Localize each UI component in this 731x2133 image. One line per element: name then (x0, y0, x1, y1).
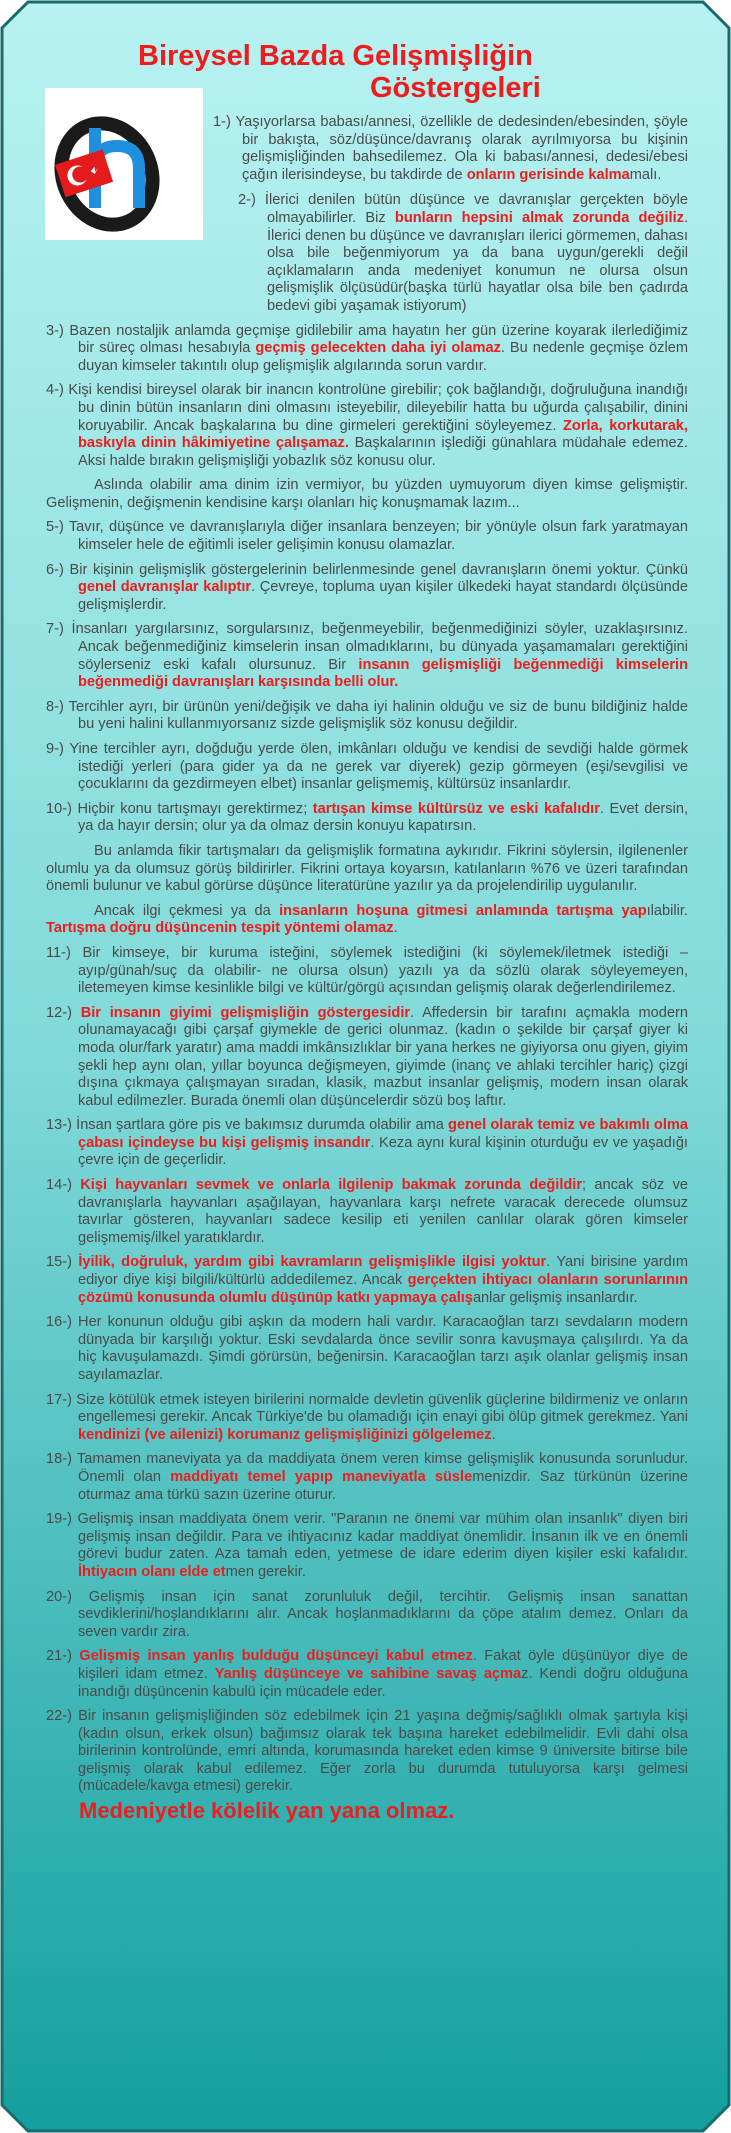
list-item: 11-) Bir kimseye, bir kuruma isteğini, söylemek istediğini (ki söylemek/iletmek istediği – ayıp/günah/suç da olabilir- ne olursa olsun) yazılı ya da sözlü olarak söyleyemeyen, iletemeyen kimse kesinlikle bilgi ve kültür/görgü açısından gelişmiş olarak değerlendirilemez. (46, 944, 688, 997)
item-text: 17-) Size kötülük etmek isteyen birilerini normalde devletin güvenlik güçlerine bildirmeniz ve onların engellemesi gerekir. Ancak Türkiye'de bu olamadığı için enayi gibi ölüp gitmek gerekmez. Yani (46, 1391, 688, 1426)
list-item: 20-) Gelişmiş insan için sanat zorunluluk değil, tercihtir. Gelişmiş insan sanattan sevdiklerini/hoşlandıklarını alır. Ancak hoşlanmadıklarını da çöpe atalım demez. Onları da seven vardır zira. (46, 1588, 688, 1640)
list-item: 5-) Tavır, düşünce ve davranışlarıyla diğer insanlara benzeyen; bir yönüyle olsun fark yaratmayan kimseler hele de eğitimli iseler gelişimin konusu olamazlar. (46, 519, 688, 554)
list-item (46, 1511, 688, 1581)
item-text: . Çevreye, topluma uyan kişiler ülkedeki hayat standardı ölçüsünde gelişmişlerdir. (78, 579, 688, 613)
item-text: . (491, 1426, 496, 1443)
item-text: 15-) (46, 1254, 79, 1271)
turkish-flag-h-logo-icon (45, 88, 203, 240)
highlight-text: Zorla, korkutarak, baskıyla dinin hâkimiyetine çalışamaz. (78, 417, 688, 452)
highlight-text: onların gerisinde kalma (466, 166, 630, 183)
item-text: . Evet dersin, ya da hayır dersin; olur ya da olmaz dersin konuyu kapatırsın. (78, 800, 688, 835)
highlight-text: gerçekten ihtiyacı olanların sorunlarının çözümü konusunda olumlu düşünüp katkı yapmaya çalış (78, 1272, 688, 1306)
title-line-2: Göstergeleri (370, 72, 541, 104)
item-text: z. Kendi doğru olduğuna inandığı düşüncenin kabulü için mücadele eder. (78, 1665, 688, 1700)
highlight-text: insanın gelişmişliği beğenmediği kimselerin beğenmediği davranışları karşısında belli olur. (78, 656, 688, 691)
list-item (46, 1392, 688, 1445)
item-text: 10-) Hiçbir konu tartışmayı gerektirmez; (46, 800, 313, 817)
highlight-text: geçmiş gelecekten daha iyi olamaz (255, 340, 501, 357)
item-text: 6-) Bir kişinin gelişmişlik göstergelerinin belirlenmesinde genel davranışların önemi yoktur. Çünkü (46, 561, 688, 578)
list-item (46, 1254, 688, 1307)
highlight-text: genel olarak temiz ve bakımlı olma çabası içindeyse bu kişi gelişmiş insandır (78, 1117, 688, 1151)
item-text: . Yani birisine yardım ediyor diye kişi bilgili/kültürlü addedilemez. Ancak (78, 1254, 688, 1289)
highlight-text: Kişi hayvanları sevmek ve onlarla ilgilenip bakmak zorunda değildir (80, 1177, 583, 1194)
highlight-text: genel davranışlar kalıptır (78, 579, 252, 596)
item-text: 13-) İnsan şartlara göre pis ve bakımsız durumda olabilir ama (46, 1117, 449, 1134)
paragraph-text: . (393, 920, 398, 937)
item-text: . Keza aynı kural kişinin oturduğu ev ve yaşadığı çevre için de geçerlidir. (78, 1134, 688, 1169)
item-text: 14-) (46, 1177, 81, 1194)
item-text: men gerekir. (225, 1563, 306, 1580)
list-item (46, 382, 688, 470)
list-item (46, 562, 688, 615)
list-item (46, 1005, 688, 1111)
poster-content (48, 40, 688, 1824)
list-item: 22-) Bir insanın gelişmişliğinden söz edebilmek için 21 yaşına değmiş/sağlıklı olmak şartıyla kişi (kadın olsun, erkek olsun) bağımsız olarak tek başına hareket edebilmelidir. Evli dahi olsa birilerinin kontrolünde, emri altında, korumasında hareket eden kimse 9 üniversite bitirse bile gelişmiş olarak kabul edilemez. Eğer zorla bu durumda tutuluyorsa karşı gelmesi (mücadele/kavga etmesi) gerekir. (46, 1708, 688, 1795)
list-item: 16-) Her konunun olduğu gibi aşkın da modern hali vardır. Karacaoğlan tarzı sevdaların modern dünyada bir karşılığı yoktur. Eski sevdalarda önce sevilir sonra kavuşmaya çalışılırdı. Ya da hiç kavuşulamazdı. Şimdi görürsün, beğenirsin. Karacaoğlan tarzı aşık olanlar gelişmiş insan sayılamazlar. (46, 1314, 688, 1383)
item-text: 1-) Yaşıyorlarsa babası/annesi, özellikle de dedesinden/ebesinden, şöyle bir bakışta, söz/düşünce/davranış olarak ayrılmıyorsa bu kişinin gelişmişliğinden bahsedilemez. Ola ki babası/annesi, dedesi/ebesi çağın ilerisindeyse, bu takdirde de (213, 114, 688, 183)
item-text: 2-) İlerici denilen bütün düşünce ve davranışlar gerçekten böyle olmayabilirler. Biz (238, 192, 688, 226)
paragraph: Aslında olabilir ama dinim izin vermiyor, bu yüzden uymuyorum diyen kimse gelişmiştir. Gelişmenin, değişmenin kendisine karşı olanları hiç konuşmamak lazım... (46, 477, 688, 511)
item-text: . Fakat öyle düşünüyor diye de kişileri idam etmez. (78, 1648, 688, 1682)
item-text: 19-) Gelişmiş insan maddiyata önem verir. "Paranın ne önemi var mühim olan insanlık" diyen biri gelişmiş insan değildir. Para ve ihtiyacınız kadar maddiyat önemlidir. İnsanın ilk ve en önemli görevi budur zaten. Aza tamah eden, yetmese de idare ederim diyen kişiler eski kafalıdır. (46, 1511, 688, 1563)
highlight-text: maddiyatı temel yapıp maneviyatla süsle (170, 1468, 473, 1485)
highlight-text: Gelişmiş insan yanlış bulduğu düşünceyi kabul etmez (79, 1648, 473, 1665)
highlight-text: tartışan kimse kültürsüz ve eski kafalıdır (312, 800, 600, 817)
list-item (46, 621, 688, 691)
list-item (46, 323, 688, 376)
item-text: . İlerici denen bu düşünce ve davranışları ilerici görmemen, dahası olsa bile beğenmiyorum ya da bana uygun/gerekli değil açıklamaların anda medeniyet konumun ne olursa olsun gelişmişlik ölçüsüdür(başka türlü hayatlar olsa bile ben çadırda bedevi gibi yaşamak istiyorum) (267, 209, 689, 314)
item-text: 3-) Bazen nostaljik anlamda geçmişe gidilebilir ama hayatın her gün üzerine koyarak ilerlediğimiz bir süreç olması hesabıyla (46, 322, 688, 357)
item-text: . Affedersin bir tarafını açmakla modern olunamayacağı gibi çarşaf giymekle de gerici olunmaz. (kadın o şekilde bir çarşaf giyer ki moda olur/fark yaratır) ama maddi imkânsızlıklar bir yana herkes ne giyiyorsa onu giyen, giyim şekli hep aynı olan, yıllar boyunca değişmeyen, giyimde (inanç ve ahlaki tercihler hariç) çizgi dışına çıkmaya çalışmayan sıradan, klasik, mazbut insanlar gelişmiş, modern insan olarak kabul edilmezler. Burada önemli olan düşüncelerdir sözü boş laftır. (78, 1004, 688, 1109)
highlight-text: İyilik, doğruluk, yardım gibi kavramların gelişmişlikle ilgisi yoktur (78, 1254, 547, 1271)
item-text: menizdir. Saz türkünün üzerine oturmaz ama türkü sazın üzerine oturur. (78, 1468, 688, 1503)
list-item: 8-) Tercihler ayrı, bir ürünün yeni/değişik ve daha iyi halinin olduğu ve siz de bunu bildiğiniz halde bu yeni halini kullanmıyorsanız sizde gelişmişlik söz konusu değildir. (46, 698, 688, 733)
list-item (213, 114, 688, 184)
item-text: ; ancak söz ve davranışlarla hayvanları aşağılayan, hayvanlara karşı nefrete varacak derecede olumsuz tavırlar gösteren, hayvanları sadece kesilip eti yenilen canlılar olarak gören kimseler gelişmemiş/ilkel yaratıklardır. (78, 1177, 688, 1246)
paragraph: Bu anlamda fikir tartışmaları da gelişmişlik formatına aykırıdır. Fikrini söylersin, ilgilenenler olumlu ya da olumsuz görüş bildirirler. Fikrini ortaya koyarsın, katılanların %76 ve üzeri tarafından önemli bulunur ve kabul görürse düşünce literatürüne yazılır ya da projelendirilip uygulanılır. (46, 842, 688, 895)
paragraph-text: Ancak ilgi çekmesi ya da (94, 902, 280, 919)
highlight-text: kendinizi (ve ailenizi) korumanız gelişmişliğinizi gölgelemez (78, 1426, 492, 1443)
highlight-text: Yanlış düşünceye ve sahibine savaş açma (214, 1665, 522, 1682)
highlight-text: bunların hepsini almak zorunda değiliz (394, 209, 684, 226)
item-text: anlar gelişmiş insanlardır. (472, 1289, 638, 1306)
paragraph (46, 903, 688, 938)
item-text: 4-) Kişi kendisi bireysel olarak bir inancın kontrolüne girebilir; çok bağlandığı, doğruluğuna inandığı bu dinin bütün insanların dini olmasını isteyebilir, dileyebilir hatta bu uğurda çalışabilir, dinini koruyabilir. Ancak başkalarına bu dine girmeleri gerektiğini söyleyemez. (46, 382, 688, 434)
highlight-text: İhtiyacın olanı elde et (78, 1563, 226, 1580)
item-text: 7-) İnsanları yargılarsınız, sorgularsınız, beğenmeyebilir, beğenmediğinizi söyler, uzaklaşırsınız. Ancak beğenmediğiniz kimselerin insan olmadıklarını, bu dünyada yaşamamaları gerektiğini söylerseniz eski kafalı olursunuz. Bir (46, 621, 688, 673)
list-item (46, 1648, 688, 1701)
closing-statement: Medeniyetle kölelik yan yana olmaz. (79, 1798, 455, 1824)
paragraph-text: ılabilir. (646, 902, 688, 919)
item-text: 21-) (46, 1648, 80, 1665)
item-text: . Bu nedenle geçmişe özlem duyan kimseler takıntılı olup gelişmişlik algılarında sorun vardır. (78, 340, 688, 374)
highlight-text: Tartışma doğru düşüncenin tespit yöntemi olamaz (46, 920, 394, 937)
list-item (46, 801, 688, 836)
list-item (238, 192, 688, 315)
list-item (46, 1451, 688, 1504)
title-line-1: Bireysel Bazda Gelişmişliğin (138, 40, 533, 72)
item-text: 18-) Tamamen maneviyata ya da maddiyata önem veren kimse gelişmişlik konusunda sorunludur. Önemli olan (46, 1451, 688, 1485)
item-1-block (213, 114, 688, 184)
list-item: 9-) Yine tercihler ayrı, doğduğu yerde ölen, imkânları olduğu ve kendisi de sevdiği halde görmek istediği yerleri (para gider ya da ne gerek var diyerek) gezip görmeyen (eşi/sevgilisi ve çocuklarını da gezdirmeyen elbet) insanlar gelişmemiş, kültürsüz insanlardır. (46, 741, 688, 793)
list-item (46, 1177, 688, 1247)
item-text: 12-) (46, 1004, 81, 1021)
item-text: malı. (629, 166, 662, 183)
list-item (46, 1117, 688, 1170)
item-text: Başkalarının işlediği günahlara müdahale edemez. Aksi halde bırakın gelişmişliği yobazlık söz konusu olur. (78, 435, 688, 469)
highlight-text: insanların hoşuna gitmesi anlamında tartışma yap (279, 902, 647, 919)
highlight-text: Bir insanın giyimi gelişmişliğin göstergesidir (80, 1004, 411, 1021)
